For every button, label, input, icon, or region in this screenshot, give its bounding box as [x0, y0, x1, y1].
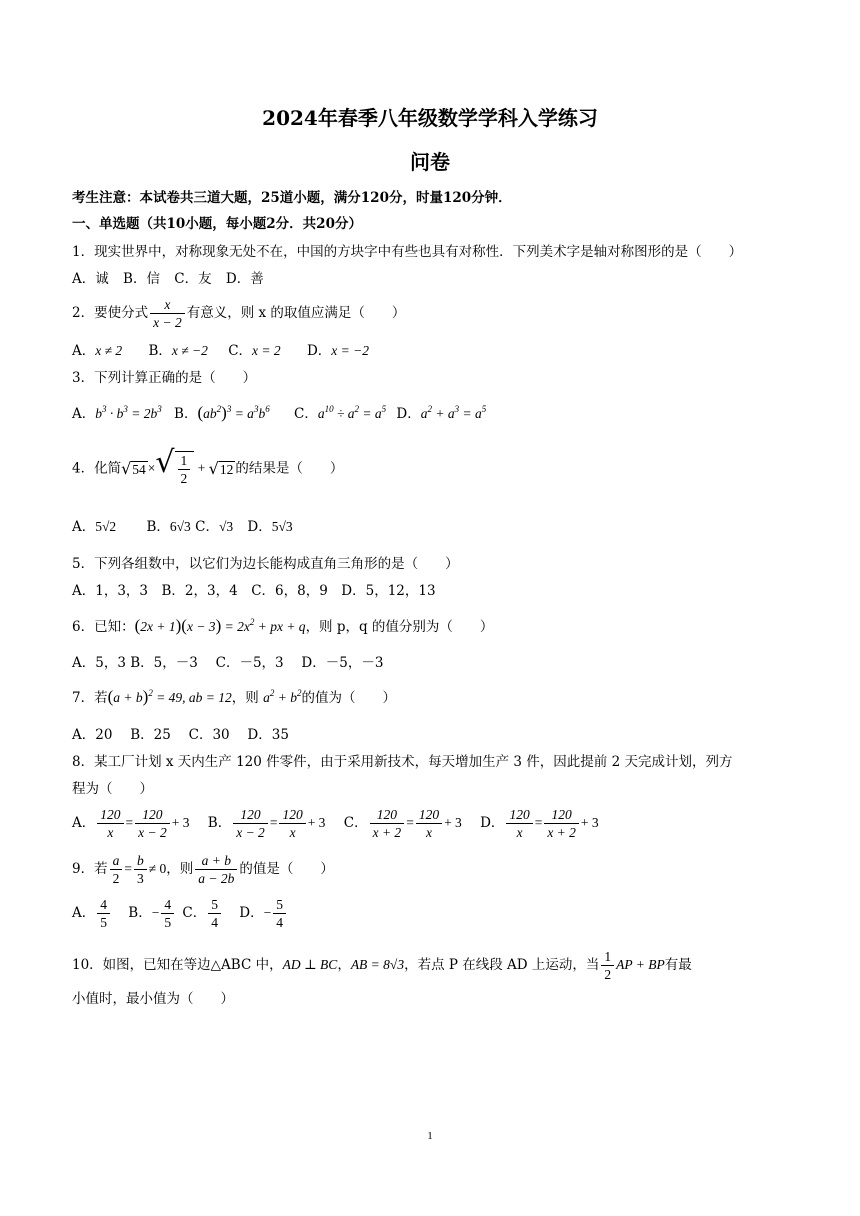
- q9-mid: ，则: [166, 861, 194, 877]
- q4-sqrt-half: √ $\frac{1}{2}$: [155, 451, 194, 487]
- q7-prefix: 7．若: [72, 690, 108, 706]
- q1-option-b: B．信: [123, 271, 160, 287]
- q4-option-d-label: D．: [247, 519, 272, 535]
- q9-suffix: 的值是（ ）: [239, 861, 334, 877]
- question-1-options: [72, 270, 264, 288]
- q2-numerator: x: [150, 296, 185, 314]
- question-5-options: A．1，3，3 B．2，3，4 C．6，8，9 D．5，12，13: [72, 583, 436, 599]
- exam-title: 2024年春季八年级数学学科入学练习: [262, 106, 598, 130]
- q9-fraction: $\frac{a + b}{a - 2b}$: [195, 852, 237, 887]
- q7-condition: $(a + b)^2 = 49$, ab = 12: [107, 687, 232, 706]
- q4-sqrt-12: √12: [208, 458, 234, 478]
- q4-option-d: 5√3: [271, 519, 293, 534]
- q4-option-a: 5√2: [95, 519, 117, 534]
- question-4-options: [72, 518, 293, 536]
- q10-length: AB = 8√3: [350, 957, 405, 972]
- q4-option-a-label: A．: [72, 519, 96, 535]
- section-heading: 一、单选题（共10小题，每小题2分．共20分）: [72, 216, 362, 232]
- q4-option-c: √3: [218, 519, 234, 534]
- q4-option-c-label: C．: [195, 519, 219, 535]
- q6-suffix: ，则 p，q 的值分别为（ ）: [305, 619, 494, 635]
- q4-prefix: 4．化简: [72, 460, 122, 477]
- q2-option-b: x ≠ −2: [171, 343, 208, 358]
- q2-denominator: x − 2: [153, 315, 182, 330]
- question-3-options: A．$b^3 \cdot b^3 = 2b^3$ B．$(ab^2)^3 = a^3b^6$ C．$a^{10} \div a^2 = a^5$ D．$a^2 + a^3 = a^5$: [72, 403, 487, 422]
- question-9-options: A． $\frac{4}{5}$ B．− $\frac{4}{5}$ C． $\frac{5}{4}$ D．− $\frac{5}{4}$: [72, 896, 288, 931]
- q4-suffix: 的结果是（ ）: [235, 460, 344, 477]
- q7-suffix: 的值为（ ）: [301, 690, 396, 706]
- q4-option-b-label: B．: [146, 519, 170, 535]
- q2-suffix: 有意义，则 x 的取值应满足（ ）: [186, 305, 406, 321]
- q4-sqrt-54: √54: [121, 458, 146, 478]
- q2-prefix: 2．要使分式: [72, 305, 149, 321]
- q2-option-d-label: D．: [306, 343, 332, 359]
- question-2-stem: [72, 296, 405, 331]
- question-8-options: A． $\frac{120}{x}$ = $\frac{120}{x - 2}$ + 3 B． $\frac{120}{x - 2}$ = $\frac{120}{x}$ + 3 C． $\frac{120}{x + 2}$ = $\frac{120}{x}$ + 3 D． $\frac{120}{x}$ = $\frac{120}{x + 2}$ + 3: [72, 807, 599, 840]
- question-6-stem: [72, 617, 493, 636]
- q10-part-b: ，若点 P 在线段 AD 上运动，当: [404, 957, 600, 973]
- q2-option-b-label: B．: [148, 343, 172, 359]
- question-10-line1: 10．如图，已知在等边△ABC 中，AD ⊥ BC，AB = 8√3，若点 P 在线段 AD 上运动，当 $\frac{1}{2}$ AP + BP有最: [72, 949, 692, 982]
- question-7-stem: 7．若$(a + b)^2 = 49$, ab = 12，则 $a^2 + b^2$的值为（ ）: [72, 687, 396, 706]
- q1-option-a: A．诚: [72, 271, 109, 287]
- q2-option-d: x = −2: [331, 343, 369, 358]
- q2-fraction: [150, 296, 185, 331]
- question-6-options: A．5，3 B．5，－3 C．－5，3 D．－5，－3: [72, 655, 384, 671]
- notice-text: 本试卷共三道大题，25道小题，满分120分，时量120分钟．: [139, 190, 512, 206]
- question-7-options: A．20 B．25 C．30 D．35: [72, 727, 289, 743]
- question-10-line2: 小值时，最小值为（ ）: [72, 991, 234, 1007]
- q6-prefix: 6．已知：: [72, 619, 135, 635]
- question-9-stem: 9．若 $\frac{a}{2}$ = $\frac{b}{3}$ ≠ 0，则 $\frac{a + b}{a - 2b}$ 的值是（ ）: [72, 853, 334, 886]
- q10-perpendicular: AD ⊥ BC: [282, 957, 338, 972]
- question-5-stem: 5．下列各组数中，以它们为边长能构成直角三角形的是（ ）: [72, 556, 459, 572]
- q1-option-c: C．友: [174, 271, 212, 287]
- question-2-options: [72, 342, 369, 360]
- question-4-stem: 4．化简√54 ×√ $\frac{1}{2}$ + √12 的结果是（ ）: [72, 445, 344, 486]
- q6-equation: $(2x + 1)(x - 3) = 2x^2$ + px + q: [134, 616, 306, 635]
- q1-option-d: D．善: [225, 271, 264, 287]
- q2-option-a: x ≠ 2: [95, 343, 123, 358]
- notice-label: 考生注意：: [72, 190, 140, 206]
- question-8-line1: 8．某工厂计划 x 天内生产 120 件零件，由于采用新技术，每天增加生产 3 件，因此提前 2 天完成计划，列方: [72, 754, 733, 770]
- q10-expression: AP + BP: [616, 957, 665, 972]
- q2-option-c: x = 2: [252, 343, 281, 358]
- q9-prefix: 9．若: [72, 861, 108, 877]
- q2-option-c-label: C．: [228, 343, 253, 359]
- q10-part-a: 10．如图，已知在等边△ABC 中，: [72, 957, 283, 973]
- q10-part-c: 有最: [664, 957, 692, 973]
- q3-option-b: $(ab^2)^3 = a^3b^6$: [197, 403, 270, 422]
- q3-option-d: $a^2 + a^3 = a^5$: [420, 404, 487, 421]
- q2-option-a-label: A．: [72, 343, 96, 359]
- question-1-stem: 1．现实世界中，对称现象无处不在，中国的方块字中有些也具有对称性．下列美术字是轴对称图形的是（ ）: [72, 244, 743, 260]
- page-number: 1: [427, 1130, 433, 1142]
- q4-option-b: 6√3: [169, 519, 191, 534]
- notice-line: [72, 189, 512, 207]
- q3-option-a: $b^3 \cdot b^3 = 2b^3$: [95, 404, 162, 421]
- q7-expression: $a^2 + b^2$: [263, 688, 302, 705]
- q3-option-c: $a^{10} \div a^2 = a^5$: [317, 404, 387, 421]
- question-8-line2: 程为（ ）: [72, 781, 153, 797]
- exam-subtitle: 问卷: [410, 150, 450, 174]
- question-3-stem: 3．下列计算正确的是（ ）: [72, 370, 257, 386]
